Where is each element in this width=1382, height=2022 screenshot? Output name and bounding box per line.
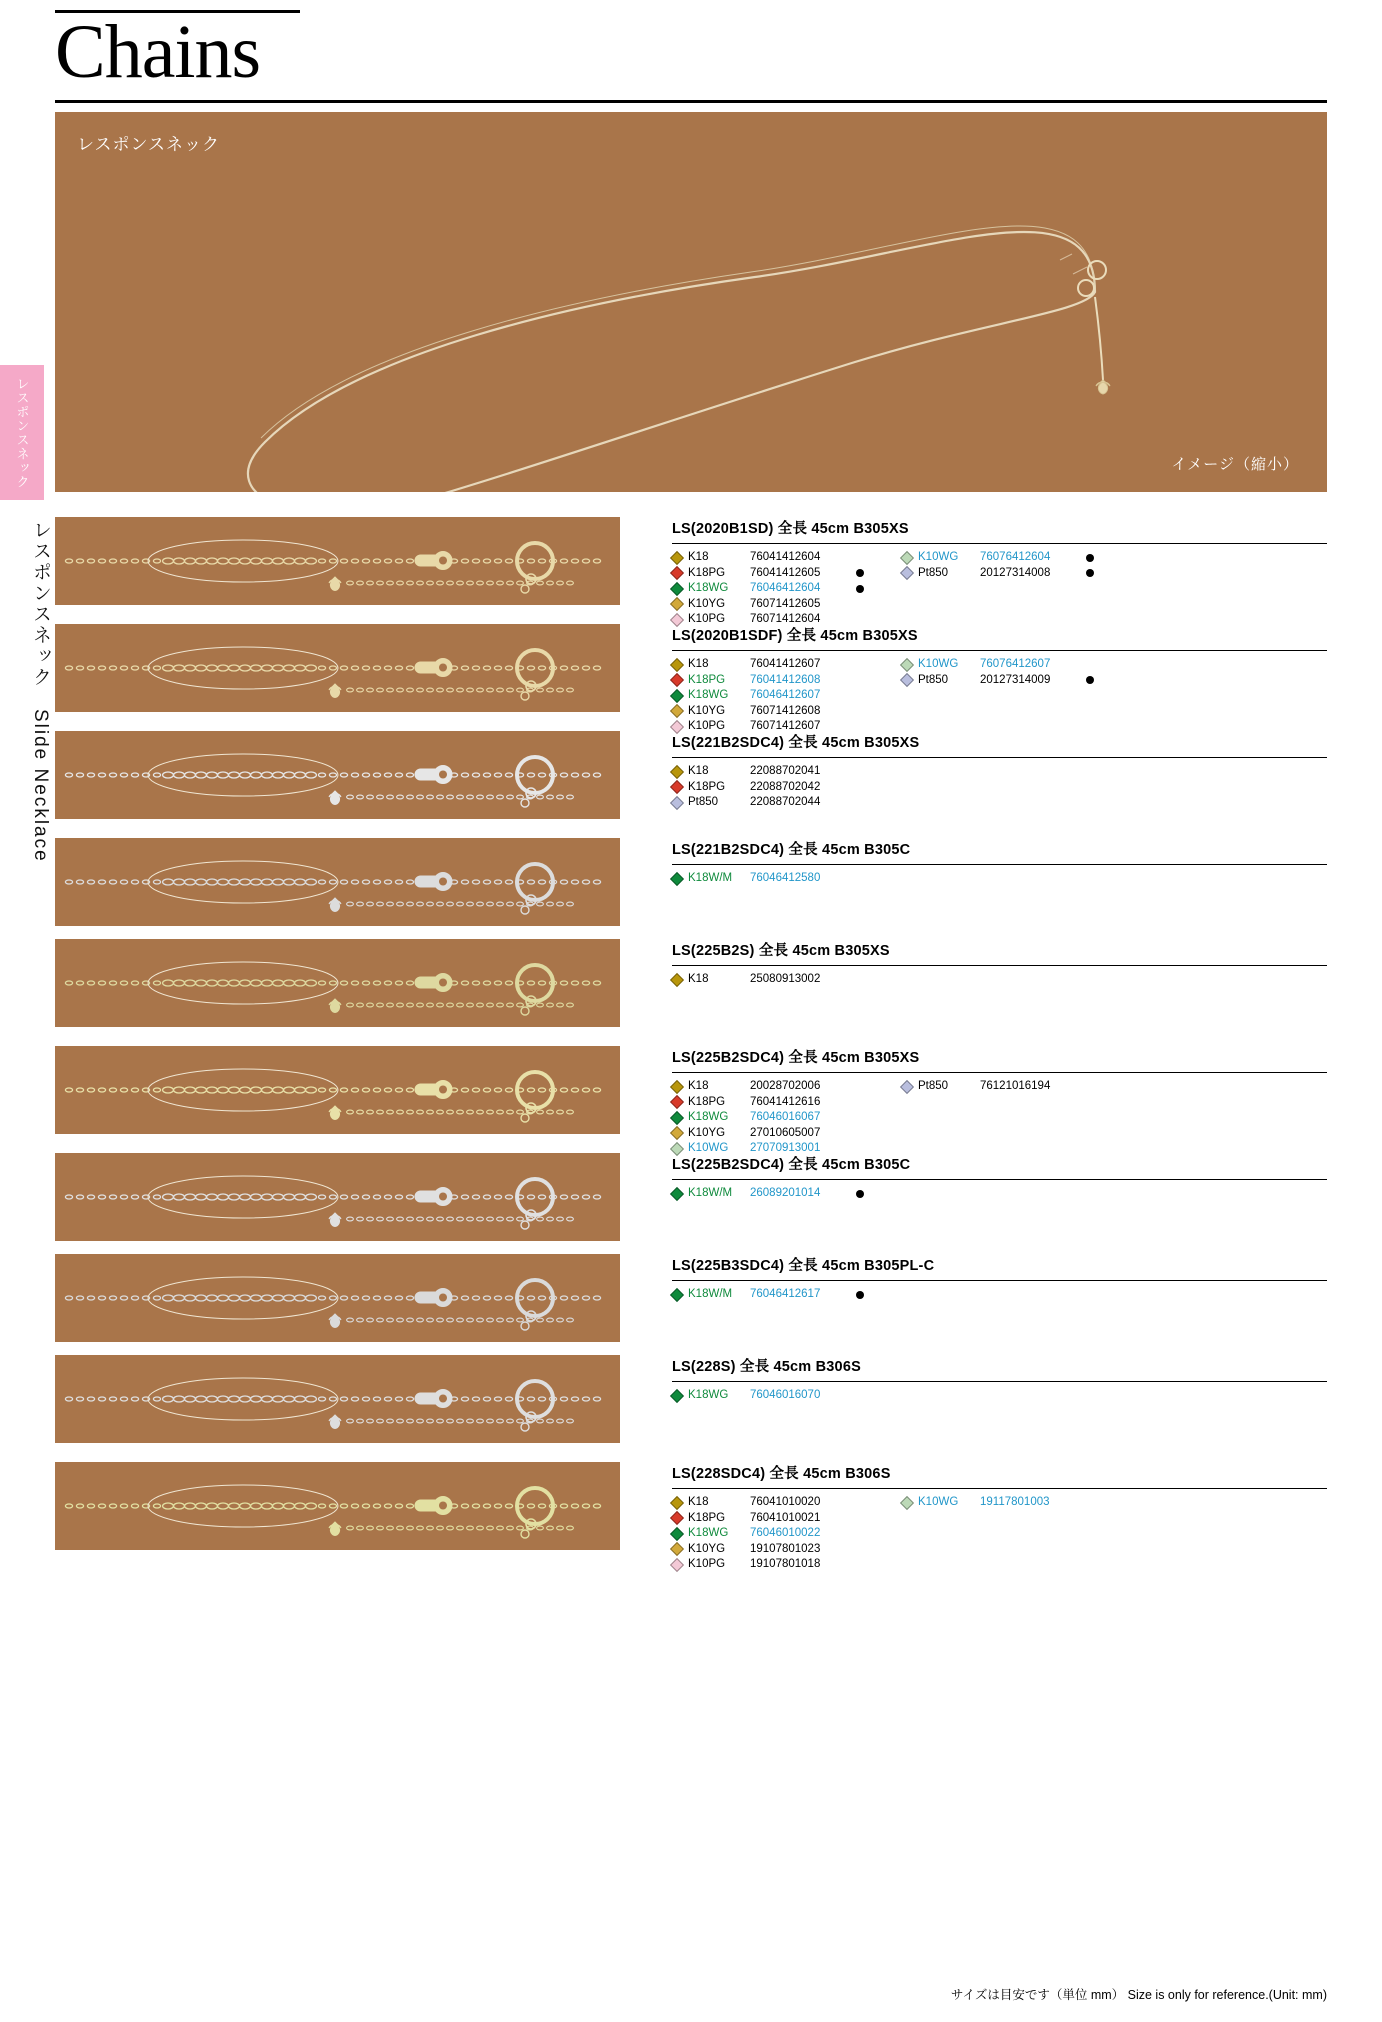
product-title: LS(2020B1SD) 全長 45cm B305XS	[672, 517, 1327, 544]
material-swatch-icon	[670, 673, 684, 687]
availability-dot-icon	[856, 1291, 864, 1299]
product-code: 76041412616	[750, 1095, 821, 1108]
material-label: Pt850	[688, 796, 719, 808]
product-code: 27010605007	[750, 1126, 821, 1139]
material-swatch-icon	[670, 780, 684, 794]
product-code: 76071412604	[750, 613, 821, 625]
product-info	[672, 1462, 1327, 1573]
hero-title: レスポンスネック	[77, 135, 220, 154]
title-rule-bottom	[55, 100, 1327, 103]
availability-dot-icon	[856, 1190, 864, 1198]
availability-dot-icon	[1086, 554, 1094, 562]
material-label: K18W/M	[688, 1187, 733, 1199]
variant-column-right	[902, 972, 1327, 988]
variant-entry	[672, 972, 902, 988]
product-code: 26089201014	[750, 1187, 821, 1199]
hero-necklace-illustration	[55, 112, 1327, 492]
variant-column-right	[902, 550, 1327, 628]
variant-column-right	[902, 871, 1327, 887]
product-title: LS(228S) 全長 45cm B306S	[672, 1355, 1327, 1382]
material-swatch-icon	[670, 658, 684, 672]
product-code: 76076412607	[980, 658, 1051, 670]
material-label: K10PG	[688, 613, 726, 625]
material-label: K18PG	[688, 1511, 726, 1524]
availability-dot-icon	[1086, 569, 1094, 577]
side-tab-response-neck: レスポンスネック	[0, 365, 44, 500]
variant-entry	[672, 795, 902, 811]
variant-column-right	[902, 1186, 1327, 1202]
product-title: LS(225B3SDC4) 全長 45cm B305PL-C	[672, 1254, 1327, 1281]
material-swatch-icon	[670, 1558, 684, 1572]
product-code: 76041412605	[750, 566, 821, 579]
material-swatch-icon	[670, 597, 684, 611]
product-code: 76121016194	[980, 1080, 1051, 1092]
product-thumbnail	[55, 517, 620, 605]
product-code: 76071412608	[750, 704, 821, 717]
variant-entry	[672, 581, 902, 597]
variant-grid	[672, 1388, 1327, 1404]
material-swatch-icon	[670, 1111, 684, 1125]
product-thumbnail	[55, 1462, 620, 1550]
variant-entry	[672, 704, 902, 720]
material-label: K18WG	[688, 1527, 729, 1539]
material-label: K18	[688, 1080, 709, 1092]
product-info	[672, 939, 1327, 988]
product-thumbnail	[55, 939, 620, 1027]
material-swatch-icon	[670, 872, 684, 886]
material-label: K18W/M	[688, 1288, 733, 1300]
material-label: K18W/M	[688, 872, 733, 884]
material-swatch-icon	[670, 1511, 684, 1525]
material-label: K10WG	[918, 551, 959, 563]
product-code: 20127314009	[980, 673, 1051, 686]
variant-entry	[672, 597, 902, 613]
material-label: K18	[688, 1496, 709, 1508]
variant-entry	[902, 550, 1327, 566]
availability-dot-icon	[856, 585, 864, 593]
product-title: LS(225B2S) 全長 45cm B305XS	[672, 939, 1327, 966]
variant-column-left	[672, 1388, 902, 1404]
product-title: LS(2020B1SDF) 全長 45cm B305XS	[672, 624, 1327, 651]
variant-column-left	[672, 550, 902, 628]
product-title: LS(228SDC4) 全長 45cm B306S	[672, 1462, 1327, 1489]
variant-column-right	[902, 1079, 1327, 1157]
variant-column-left	[672, 1287, 902, 1303]
product-thumbnail	[55, 1254, 620, 1342]
product-code: 27070913001	[750, 1142, 821, 1154]
variant-entry	[672, 1542, 902, 1558]
variant-grid	[672, 550, 1327, 628]
variant-entry	[672, 871, 902, 887]
product-title: LS(221B2SDC4) 全長 45cm B305C	[672, 838, 1327, 865]
material-swatch-icon	[670, 1187, 684, 1201]
material-swatch-icon	[900, 673, 914, 687]
material-label: K18WG	[688, 689, 729, 701]
material-swatch-icon	[670, 1080, 684, 1094]
material-swatch-icon	[670, 1527, 684, 1541]
variant-column-right	[902, 657, 1327, 735]
product-code: 20127314008	[980, 566, 1051, 579]
product-code: 76046412604	[750, 582, 821, 594]
footnote: サイズは目安です（単位 mm） Size is only for reference.(Unit: mm)	[950, 1988, 1327, 2002]
variant-entry	[902, 673, 1327, 689]
material-label: K18WG	[688, 582, 729, 594]
material-swatch-icon	[900, 551, 914, 565]
material-swatch-icon	[670, 704, 684, 718]
variant-entry	[672, 1557, 902, 1573]
variant-column-left	[672, 764, 902, 811]
material-swatch-icon	[670, 1542, 684, 1556]
variant-column-left	[672, 871, 902, 887]
variant-entry	[672, 1511, 902, 1527]
material-swatch-icon	[670, 582, 684, 596]
material-label: K10YG	[688, 1542, 726, 1555]
variant-entry	[672, 1526, 902, 1542]
availability-dot-icon	[856, 569, 864, 577]
product-info	[672, 838, 1327, 887]
material-swatch-icon	[670, 551, 684, 565]
material-label: K10WG	[918, 1496, 959, 1508]
variant-entry	[672, 1388, 902, 1404]
variant-column-left	[672, 972, 902, 988]
variant-entry	[672, 764, 902, 780]
product-code: 76041412607	[750, 658, 821, 670]
product-thumbnail	[55, 838, 620, 926]
material-swatch-icon	[900, 1496, 914, 1510]
material-label: Pt850	[918, 566, 949, 579]
product-info	[672, 1153, 1327, 1202]
material-swatch-icon	[900, 658, 914, 672]
product-code: 76046412607	[750, 689, 821, 701]
variant-entry	[672, 1287, 902, 1303]
variant-entry	[672, 657, 902, 673]
material-swatch-icon	[670, 689, 684, 703]
product-code: 76046412580	[750, 872, 821, 884]
material-label: K10YG	[688, 597, 726, 610]
product-code: 19107801018	[750, 1558, 821, 1570]
variant-column-left	[672, 1079, 902, 1157]
variant-entry	[672, 780, 902, 796]
material-label: K18	[688, 973, 709, 985]
variant-column-right	[902, 1287, 1327, 1303]
material-swatch-icon	[670, 1496, 684, 1510]
variant-grid	[672, 1186, 1327, 1202]
material-label: K18	[688, 551, 709, 563]
product-title: LS(221B2SDC4) 全長 45cm B305XS	[672, 731, 1327, 758]
material-label: Pt850	[918, 673, 949, 686]
side-section-label: レスポンスネック Slide Necklace	[30, 520, 51, 863]
material-label: K10YG	[688, 704, 726, 717]
product-code: 76071412607	[750, 720, 821, 732]
product-code: 22088702044	[750, 796, 821, 808]
variant-column-right	[902, 1388, 1327, 1404]
material-label: K18	[688, 765, 709, 777]
product-code: 76041412604	[750, 551, 821, 563]
material-swatch-icon	[670, 1126, 684, 1140]
availability-dot-icon	[1086, 676, 1094, 684]
variant-entry	[672, 1186, 902, 1202]
material-label: K10WG	[918, 658, 959, 670]
material-swatch-icon	[670, 1389, 684, 1403]
product-code: 76046412617	[750, 1288, 821, 1300]
variant-entry	[672, 1495, 902, 1511]
variant-entry	[672, 1079, 902, 1095]
material-swatch-icon	[670, 1095, 684, 1109]
material-swatch-icon	[670, 973, 684, 987]
product-thumbnail	[55, 624, 620, 712]
variant-entry	[672, 550, 902, 566]
variant-entry	[902, 1495, 1327, 1511]
hero-caption: イメージ（縮小）	[1171, 456, 1299, 473]
material-label: K10PG	[688, 720, 726, 732]
product-code: 22088702042	[750, 780, 821, 793]
variant-grid	[672, 972, 1327, 988]
product-thumbnail	[55, 1355, 620, 1443]
material-label: K18PG	[688, 780, 726, 793]
hero-image-panel	[55, 112, 1327, 492]
variant-entry	[902, 657, 1327, 673]
variant-entry	[672, 688, 902, 704]
product-code: 76071412605	[750, 597, 821, 610]
variant-grid	[672, 657, 1327, 735]
material-swatch-icon	[670, 796, 684, 810]
material-swatch-icon	[900, 1080, 914, 1094]
product-info	[672, 731, 1327, 811]
material-label: K18PG	[688, 566, 726, 579]
material-label: K18PG	[688, 673, 726, 686]
variant-column-right	[902, 1495, 1327, 1573]
product-code: 20028702006	[750, 1080, 821, 1092]
product-code: 76046016070	[750, 1389, 821, 1401]
variant-grid	[672, 871, 1327, 887]
material-swatch-icon	[670, 1288, 684, 1302]
product-code: 19117801003	[980, 1496, 1050, 1508]
product-code: 19107801023	[750, 1542, 821, 1555]
variant-grid	[672, 1495, 1327, 1573]
material-label: K10WG	[688, 1142, 729, 1154]
variant-grid	[672, 1079, 1327, 1157]
product-info	[672, 1254, 1327, 1303]
variant-column-right	[902, 764, 1327, 811]
variant-entry	[672, 673, 902, 689]
material-label: Pt850	[918, 1080, 949, 1092]
product-code: 76046016067	[750, 1111, 821, 1123]
product-thumbnail	[55, 1153, 620, 1241]
material-label: K18WG	[688, 1111, 729, 1123]
variant-entry	[672, 1126, 902, 1142]
material-swatch-icon	[670, 566, 684, 580]
material-swatch-icon	[670, 765, 684, 779]
product-title: LS(225B2SDC4) 全長 45cm B305C	[672, 1153, 1327, 1180]
product-thumbnail	[55, 1046, 620, 1134]
product-info	[672, 1355, 1327, 1404]
material-label: K18PG	[688, 1095, 726, 1108]
product-info	[672, 1046, 1327, 1157]
variant-grid	[672, 764, 1327, 811]
product-title: LS(225B2SDC4) 全長 45cm B305XS	[672, 1046, 1327, 1073]
product-code: 76041412608	[750, 673, 821, 686]
variant-entry	[902, 1079, 1327, 1095]
variant-column-left	[672, 1186, 902, 1202]
product-code: 76076412604	[980, 551, 1051, 563]
product-thumbnail	[55, 731, 620, 819]
variant-entry	[672, 1110, 902, 1126]
page-title: Chains	[55, 10, 261, 94]
material-label: K10YG	[688, 1126, 726, 1139]
material-label: K18WG	[688, 1389, 729, 1401]
variant-column-left	[672, 1495, 902, 1573]
product-info	[672, 517, 1327, 628]
variant-grid	[672, 1287, 1327, 1303]
material-label: K10PG	[688, 1558, 726, 1570]
variant-entry	[672, 566, 902, 582]
product-code: 25080913002	[750, 973, 821, 985]
material-swatch-icon	[900, 566, 914, 580]
product-code: 76041010020	[750, 1496, 821, 1508]
product-code: 76041010021	[750, 1511, 821, 1524]
variant-entry	[672, 1095, 902, 1111]
variant-entry	[902, 566, 1327, 582]
material-label: K18	[688, 658, 709, 670]
product-info	[672, 624, 1327, 735]
variant-column-left	[672, 657, 902, 735]
product-code: 22088702041	[750, 765, 821, 777]
product-code: 76046010022	[750, 1527, 821, 1539]
